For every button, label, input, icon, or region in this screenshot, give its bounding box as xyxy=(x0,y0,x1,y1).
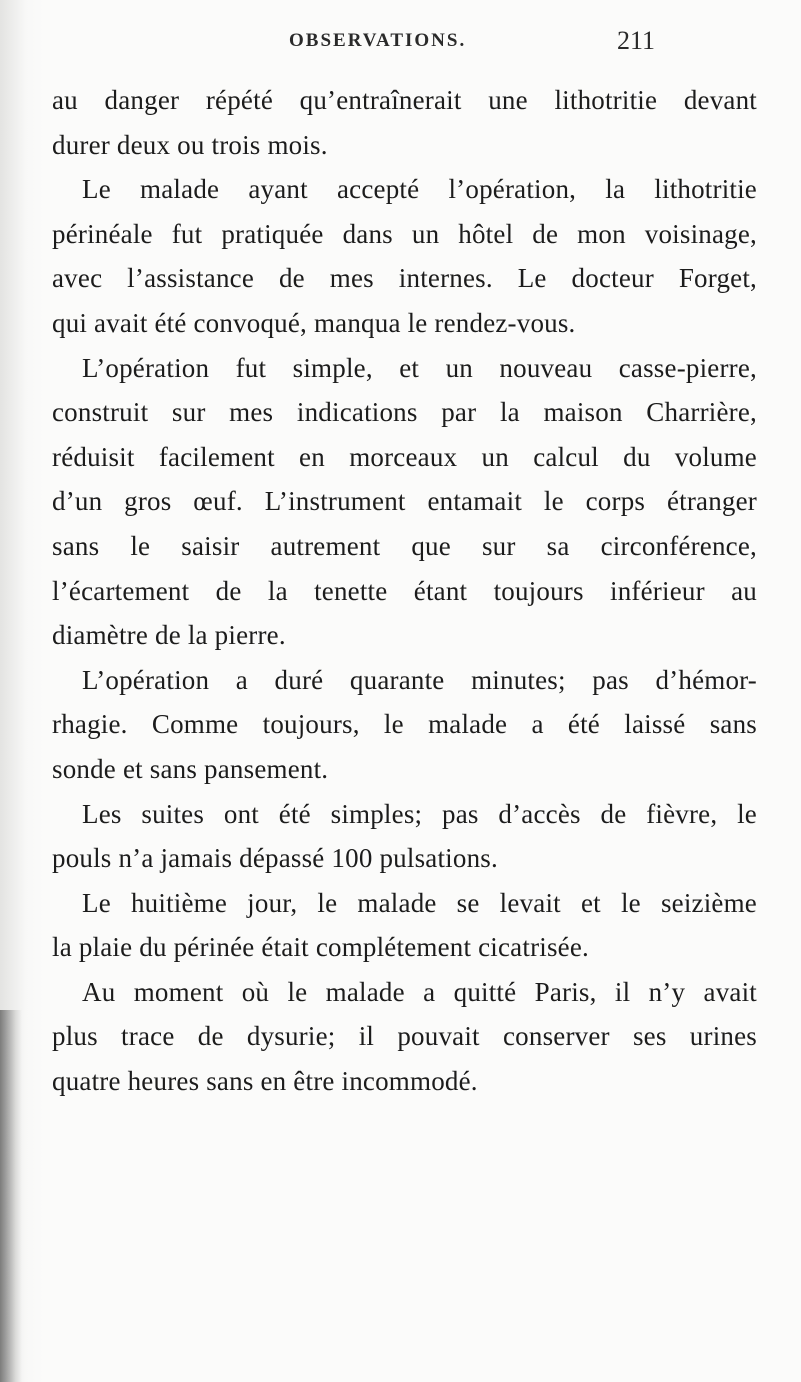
text-line: L’opération a duré quarante minutes; pas d’hémor- xyxy=(82,664,757,695)
text-line: au danger répété qu’entraînerait une lithotritie devant xyxy=(52,85,757,115)
text-line: plus trace de dysurie; il pouvait conserver ses urines xyxy=(52,1021,757,1052)
text-line: diamètre de la pierre. xyxy=(52,620,286,651)
text-line: durer deux ou trois mois. xyxy=(52,129,328,160)
page-edge-shadow xyxy=(0,1010,22,1382)
text-line: Le malade ayant accepté l’opération, la lithotritie xyxy=(82,174,757,205)
text-line: rhagie. Comme toujours, le malade a été laissé sans xyxy=(52,709,757,740)
text-line: qui avait été convoqué, manqua le rendez-vous. xyxy=(52,307,576,338)
text-line: périnéale fut pratiquée dans un hôtel de mon voisinage, xyxy=(52,218,757,249)
page-number: 211 xyxy=(617,26,656,55)
text-line: L’opération fut simple, et un nouveau casse-pierre, xyxy=(82,352,757,383)
text-line: pouls n’a jamais dépassé 100 pulsations. xyxy=(52,843,498,874)
text-line: Au moment où le malade a quitté Paris, il n’y avait xyxy=(82,976,757,1007)
page-header xyxy=(0,22,801,62)
text-line: la plaie du périnée était complétement cicatrisée. xyxy=(52,932,589,963)
body-text xyxy=(52,78,757,1104)
text-line: Le huitième jour, le malade se levait et le seizième xyxy=(82,887,757,918)
text-line: sonde et sans pansement. xyxy=(52,753,329,784)
running-head: OBSERVATIONS. xyxy=(289,30,467,51)
text-line: réduisit facilement en morceaux un calcul du volume xyxy=(52,441,757,472)
text-line: l’écartement de la tenette étant toujours inférieur au xyxy=(52,575,757,606)
text-line: quatre heures sans en être incommodé. xyxy=(52,1066,478,1097)
text-line: d’un gros œuf. L’instrument entamait le corps étranger xyxy=(52,486,757,517)
text-line: sans le saisir autrement que sur sa circonférence, xyxy=(52,530,757,561)
text-line: Les suites ont été simples; pas d’accès de fièvre, le xyxy=(82,798,757,829)
text-line: avec l’assistance de mes internes. Le docteur Forget, xyxy=(52,263,757,294)
text-line: construit sur mes indications par la maison Charrière, xyxy=(52,397,757,428)
